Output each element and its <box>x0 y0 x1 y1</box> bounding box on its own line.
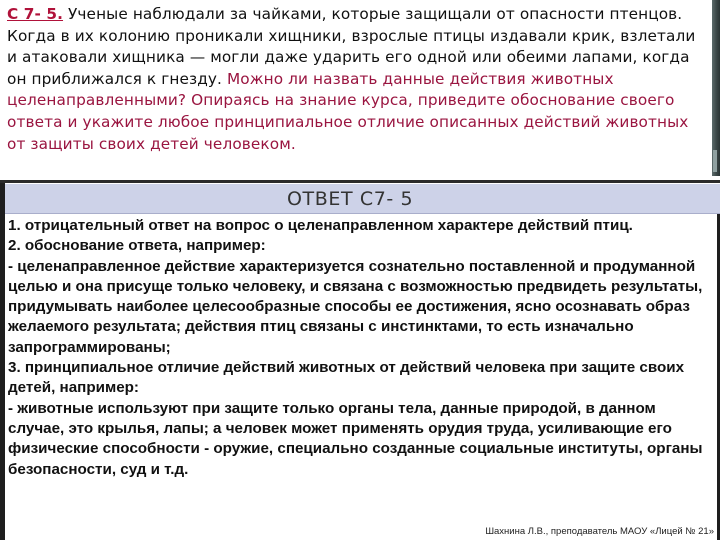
answer-left-border <box>0 183 5 540</box>
decorative-strip-highlight <box>713 150 717 172</box>
divider <box>0 180 720 183</box>
question-task: Можно ли назвать данные действия животных целенаправленными? Опираясь на знание курса, приведите обоснование своего ответа и укажите любое принципиальное отличие описанных действий животных от защиты своих детей человеком. <box>7 69 689 153</box>
answer-line: - целенаправленное действие характеризуется сознательно поставленной и продуманной целью и она присуще только человеку, и связана с возможностью предвидеть результаты, придумывать наиболее целесообразные способы ее достижения, ясно осознавать образ желаемого результата; действия птиц связаны с инстинктами, то есть изначально запрограммированы; <box>8 257 703 356</box>
answer-line: - животные используют при защите только органы тела, данные природой, в данном случае, это крылья, лапы; а человек может применять орудия труда, усиливающие его физические способности - оружие, специально созданные социальные институты, органы безопасности, суд и т.д. <box>8 399 703 478</box>
answer-line: 1. отрицательный ответ на вопрос о целенаправленном характере действий птиц. <box>8 217 633 234</box>
footer-credit: Шахнина Л.В., преподаватель МАОУ «Лицей № 21» <box>485 526 714 537</box>
answer-line: 3. принципиальное отличие действий животных от действий человека при защите своих детей, например: <box>8 359 685 397</box>
answer-line: 2. обоснование ответа, например: <box>8 237 266 255</box>
question-label: С 7- 5. <box>7 5 64 23</box>
answer-body <box>8 216 714 540</box>
question-text: Ученые наблюдали за чайками, которые защищали от опасности птенцов. Когда в их колонию проникали хищники, взрослые птицы издавали крик, взлетали и атаковали хищника — могли даже ударить его одной или обеими лапами, когда он приближался к гнезду. <box>7 5 696 88</box>
answer-title: ОТВЕТ С7- 5 <box>287 188 414 210</box>
question-block <box>0 0 712 180</box>
